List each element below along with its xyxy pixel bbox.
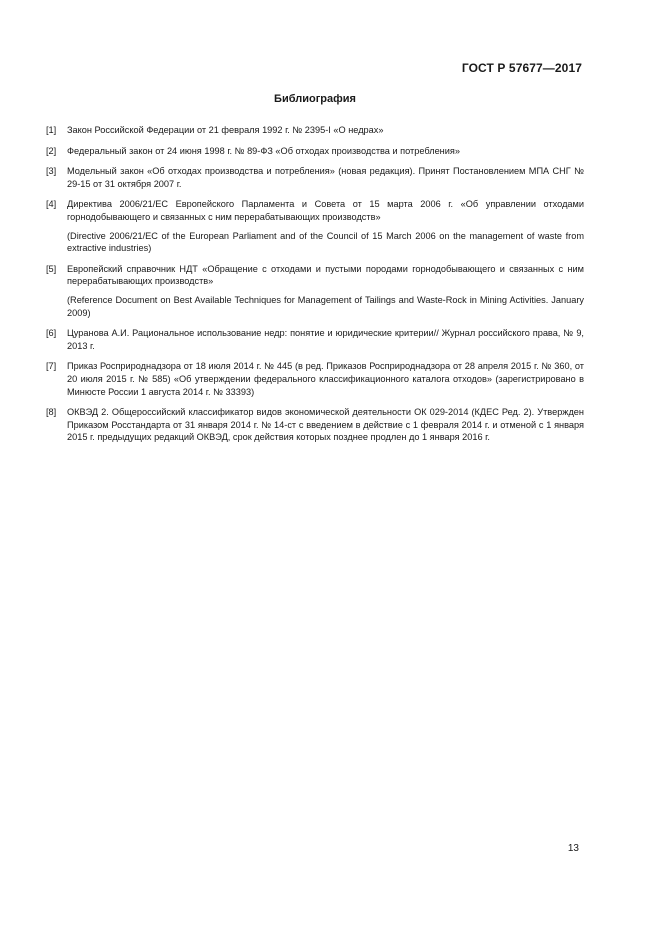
entry-text: Европейский справочник НДТ «Обращение с отходами и пустыми породами горнодобывающего и связанных с ним перерабатывающих производств» — [67, 263, 584, 287]
entry-number: [3] — [46, 166, 57, 177]
entry-number: [8] — [46, 407, 57, 418]
entry-number: [5] — [46, 263, 57, 274]
entry-text: Федеральный закон от 24 июня 1998 г. № 89-ФЗ «Об отходах производства и потребления» — [67, 145, 460, 156]
entry-number: [1] — [46, 125, 57, 135]
section-title: Библиография — [274, 93, 356, 105]
bibliography-entry-4 — [46, 198, 584, 254]
entry-text: ОКВЭД 2. Общероссийский классификатор видов экономической деятельности ОК 029-2014 (КДЕС Ред. 2). Утвержден Приказом Росстандарта от 31 января 2014 г. № 14-ст с введением в действие с 1 февраля 2014 г. и отменой с 1 января 2015 г. предыдущих редакций ОКВЭД, срок действия которых позднее продлен до 1 января 2016 г. — [67, 407, 584, 443]
entry-text: Модельный закон «Об отходах производства и потребления» (новая редакция). Принят Постановлением МПА СНГ № 29-15 от 31 октября 2007 г. — [67, 166, 584, 189]
entry-number: [2] — [46, 145, 57, 156]
entry-translation: (Directive 2006/21/EC of the European Parliament and of the Council of 15 March 2006 on the management of waste from extractive industries) — [67, 230, 584, 254]
bibliography-entry-1 — [46, 124, 584, 137]
entry-text: Цуранова А.И. Рациональное использование недр: понятие и юридические критерии// Журнал российского права, № 9, 2013 г. — [67, 328, 584, 351]
bibliography-entry-7 — [46, 360, 584, 398]
bibliography-entry-5 — [46, 263, 584, 319]
bibliography-entry-8 — [46, 406, 584, 444]
entry-number: [7] — [46, 361, 57, 372]
entry-text: Директива 2006/21/ЕС Европейского Парламента и Совета от 15 марта 2006 г. «Об управлении отходами горнодобывающего и связанных с ним перерабатывающих производств» — [67, 199, 584, 222]
document-code: ГОСТ Р 57677—2017 — [461, 61, 582, 75]
page-number: 13 — [567, 843, 579, 854]
entry-text: Приказ Росприроднадзора от 18 июля 2014 г. № 445 (в ред. Приказов Росприроднадзора от 28 апреля 2015 г. № 360, от 20 июля 2015 г. № 585) «Об утверждении федерального классификационного каталога отходов» (зарегистрировано в Минюсте России 1 августа 2014 г. № 33393) — [67, 361, 584, 397]
entry-text: Закон Российской Федерации от 21 февраля 1992 г. № 2395-I «О недрах» — [67, 125, 384, 135]
bibliography-entry-2 — [46, 145, 584, 158]
entry-translation: (Reference Document on Best Available Techniques for Management of Tailings and Waste-Rock in Mining Activities. January 2009) — [67, 294, 584, 318]
entry-number: [4] — [46, 199, 57, 210]
bibliography-entry-3 — [46, 165, 584, 190]
entry-number: [6] — [46, 328, 57, 339]
bibliography-list — [46, 124, 584, 452]
bibliography-entry-6 — [46, 327, 584, 352]
